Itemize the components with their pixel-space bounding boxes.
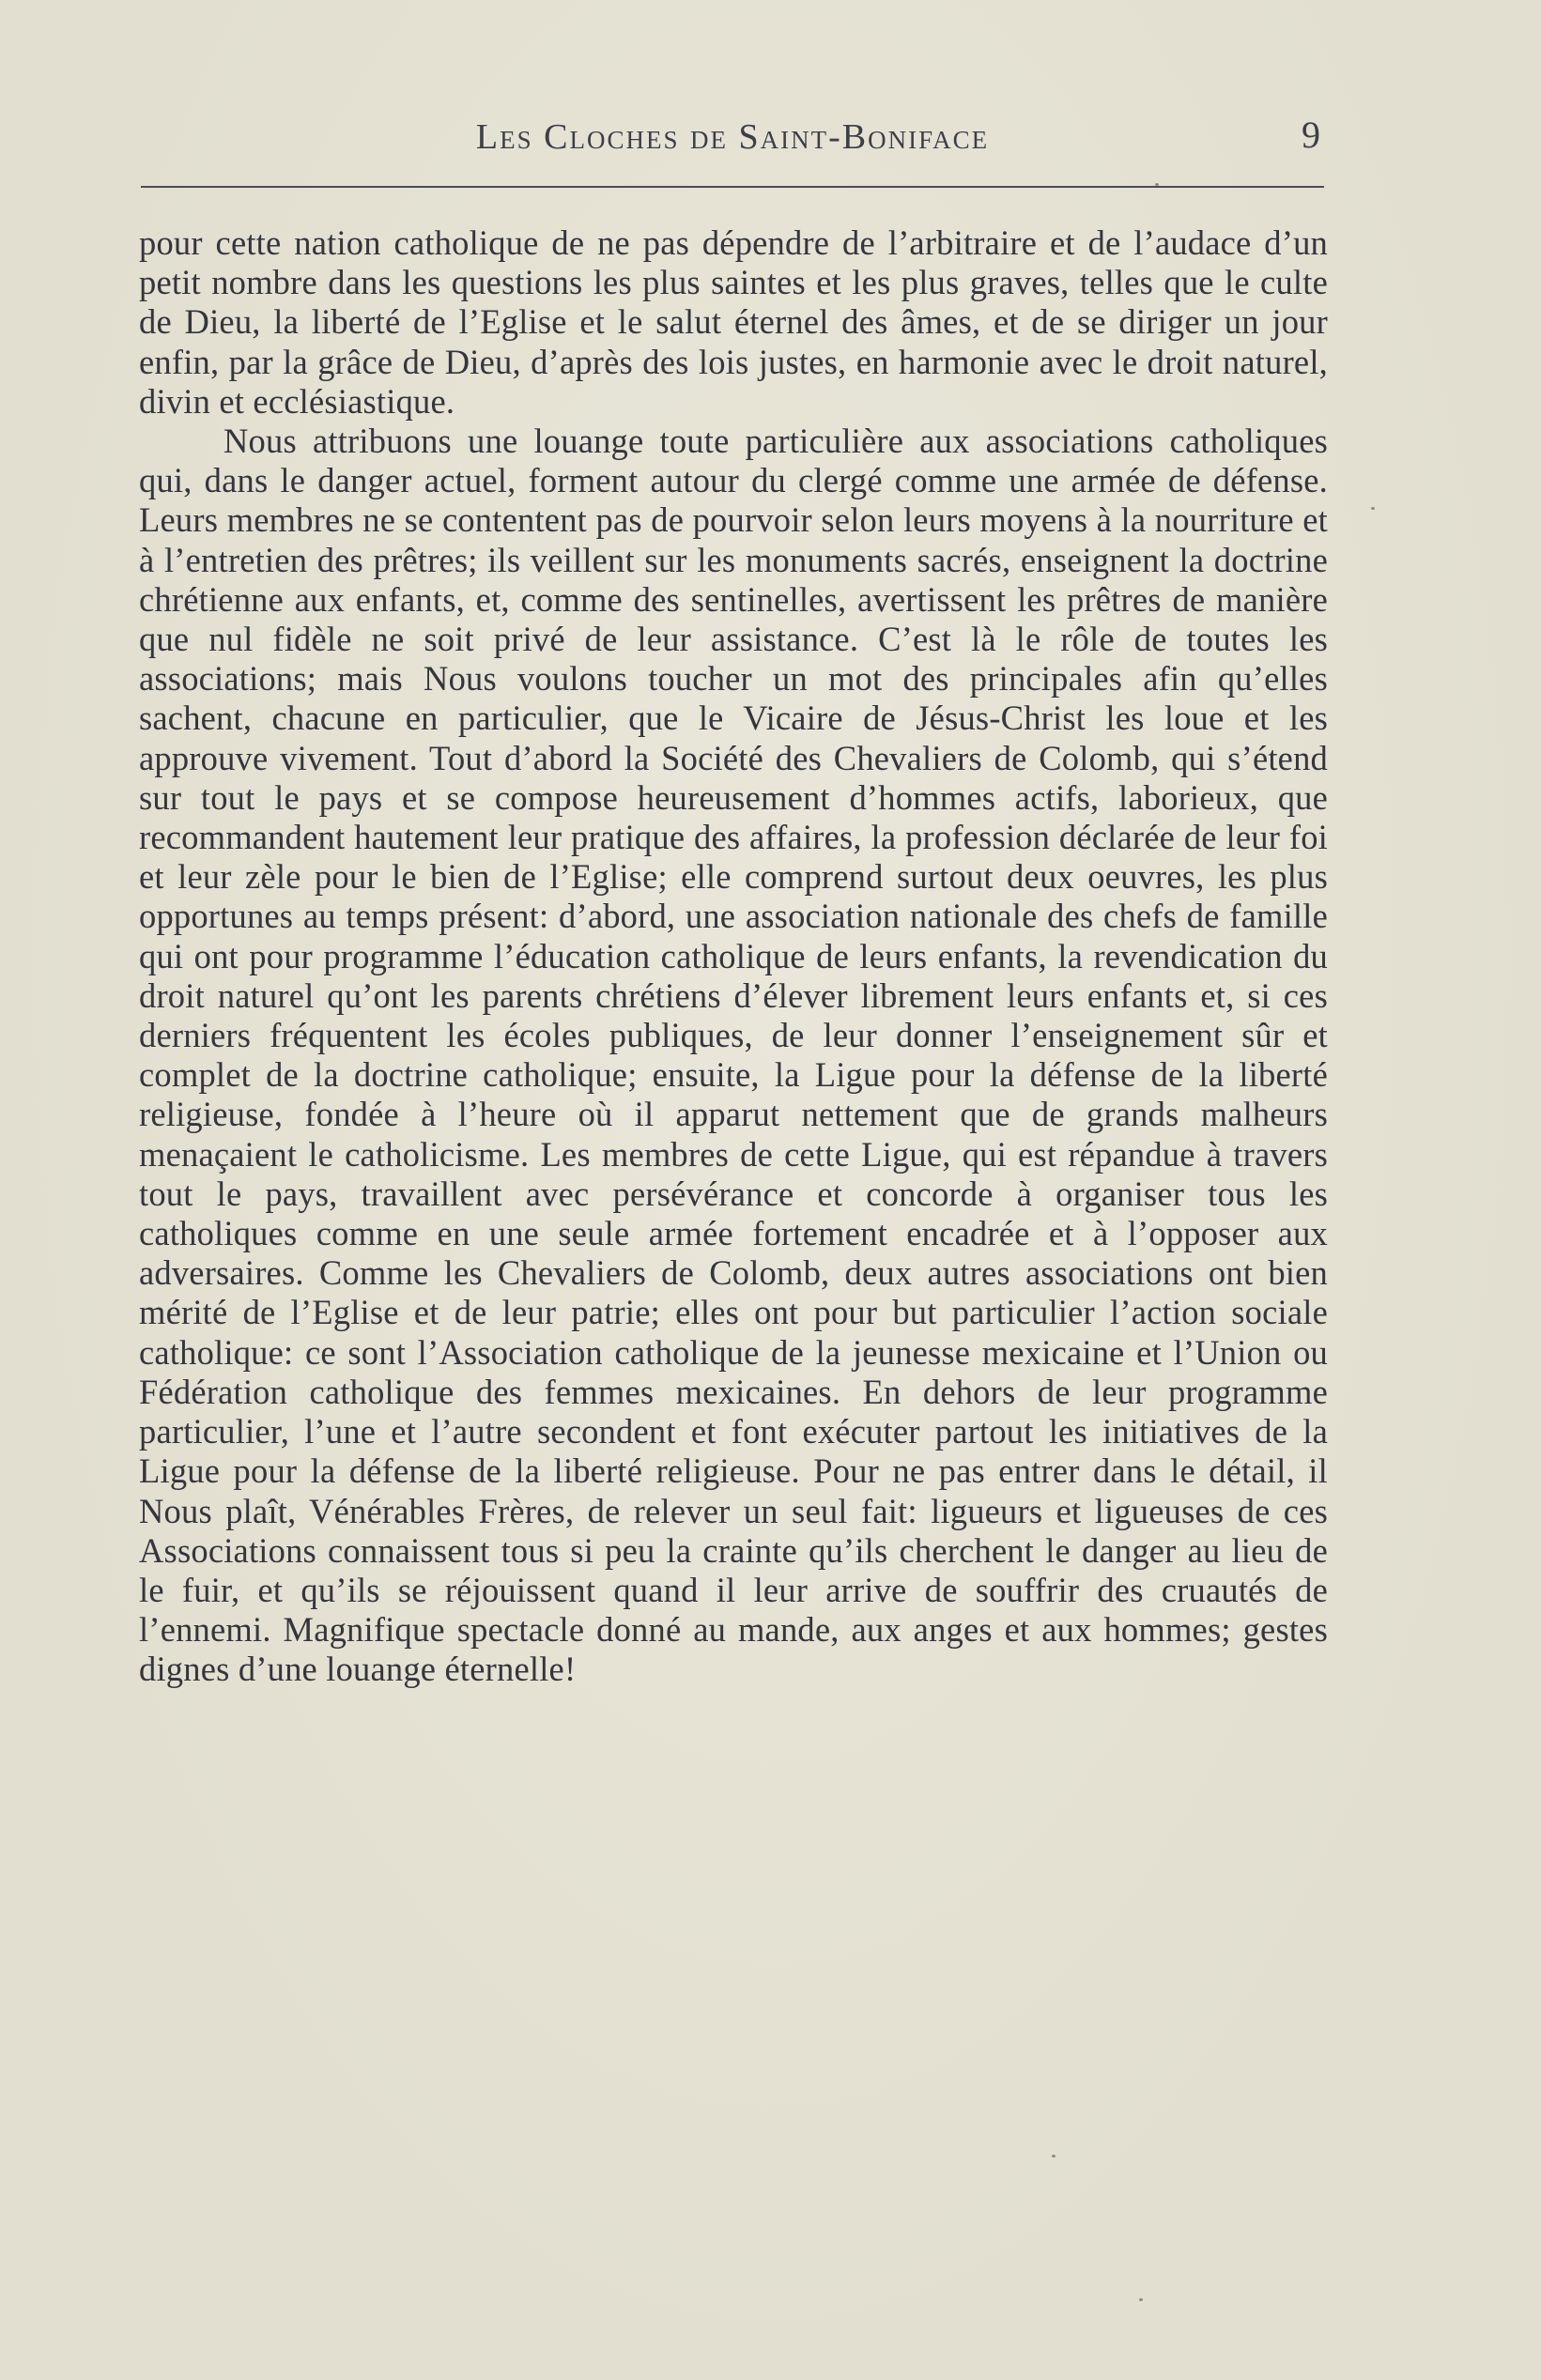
header-rule: [141, 186, 1324, 188]
paragraph-1: pour cette nation catholique de ne pas dépendre de l’arbitraire et de l’audace d’un petit nombre dans les questions les plus saintes et les plus graves, telles que le culte de Dieu, la liberté de l’Eglise et le salut éternel des âmes, et de se diriger un jour enfin, par la grâce de Dieu, d’après des lois justes, en harmonie avec le droit naturel, divin et ecclésiastique.: [139, 223, 1328, 421]
paragraph-2: Nous attribuons une louange toute particulière aux associations catholiques qui, dans le danger actuel, forment autour du clergé comme une armée de défense. Leurs membres ne se contentent pas de pourvoir selon leurs moyens à la nourriture et à l’entretien des prêtres; ils veillent sur les monuments sacrés, enseignent la doctrine chrétienne aux enfants, et, comme des sentinelles, avertissent les prêtres de manière que nul fidèle ne soit privé de leur assistance. C’est là le rôle de toutes les associations; mais Nous voulons toucher un mot des principales afin qu’elles sachent, chacune en particulier, que le Vicaire de Jésus-Christ les loue et les approuve vivement. Tout d’abord la Société des Chevaliers de Colomb, qui s’étend sur tout le pays et se compose heureusement d’hommes actifs, laborieux, que recommandent hautement leur pratique des affaires, la profession déclarée de leur foi et leur zèle pour le bien de l’Eglise; elle comprend surtout deux oeuvres, les plus opportunes au temps présent: d’abord, une association nationale des chefs de famille qui ont pour programme l’éducation catholique de leurs enfants, la revendication du droit naturel qu’ont les parents chrétiens d’élever librement leurs enfants et, si ces derniers fréquentent les écoles publiques, de leur donner l’enseignement sûr et complet de la doctrine catholique; ensuite, la Ligue pour la défense de la liberté religieuse, fondée à l’heure où il apparut nettement que de grands malheurs menaçaient le catholicisme. Les membres de cette Ligue, qui est répandue à travers tout le pays, travaillent avec persévérance et concorde à organiser tous les catholiques comme en une seule armée fortement encadrée et à l’opposer aux adversaires. Comme les Chevaliers de Colomb, deux autres associations ont bien mérité de l’Eglise et de leur patrie; elles ont pour but particulier l’action sociale catholique: ce sont l’Association catholique de la jeunesse mexicaine et l’Union ou Fédération catholique des femmes mexicaines. En dehors de leur programme particulier, l’une et l’autre secondent et font exécuter partout les initiatives de la Ligue pour la défense de la liberté religieuse. Pour ne pas entrer dans le détail, il Nous plaît, Vénérables Frères, de relever un seul fait: ligueurs et ligueuses de ces Associations connaissent tous si peu la crainte qu’ils cherchent le danger au lieu de le fuir, et qu’ils se réjouissent quand il leur arrive de souffrir des cruautés de l’ennemi. Magnifique spectacle donné au mande, aux anges et aux hommes; gestes dignes d’une louange éternelle!: [139, 422, 1328, 1689]
running-title: Les Cloches de Saint-Boniface: [475, 117, 990, 157]
paper-speck: [1155, 183, 1159, 186]
paper-speck: [1139, 2298, 1143, 2301]
paper-speck: [1371, 507, 1375, 510]
body-text: [139, 223, 1328, 1690]
page-number: 9: [1302, 114, 1320, 156]
paper-speck: [1052, 2155, 1056, 2157]
running-head: [141, 113, 1324, 169]
